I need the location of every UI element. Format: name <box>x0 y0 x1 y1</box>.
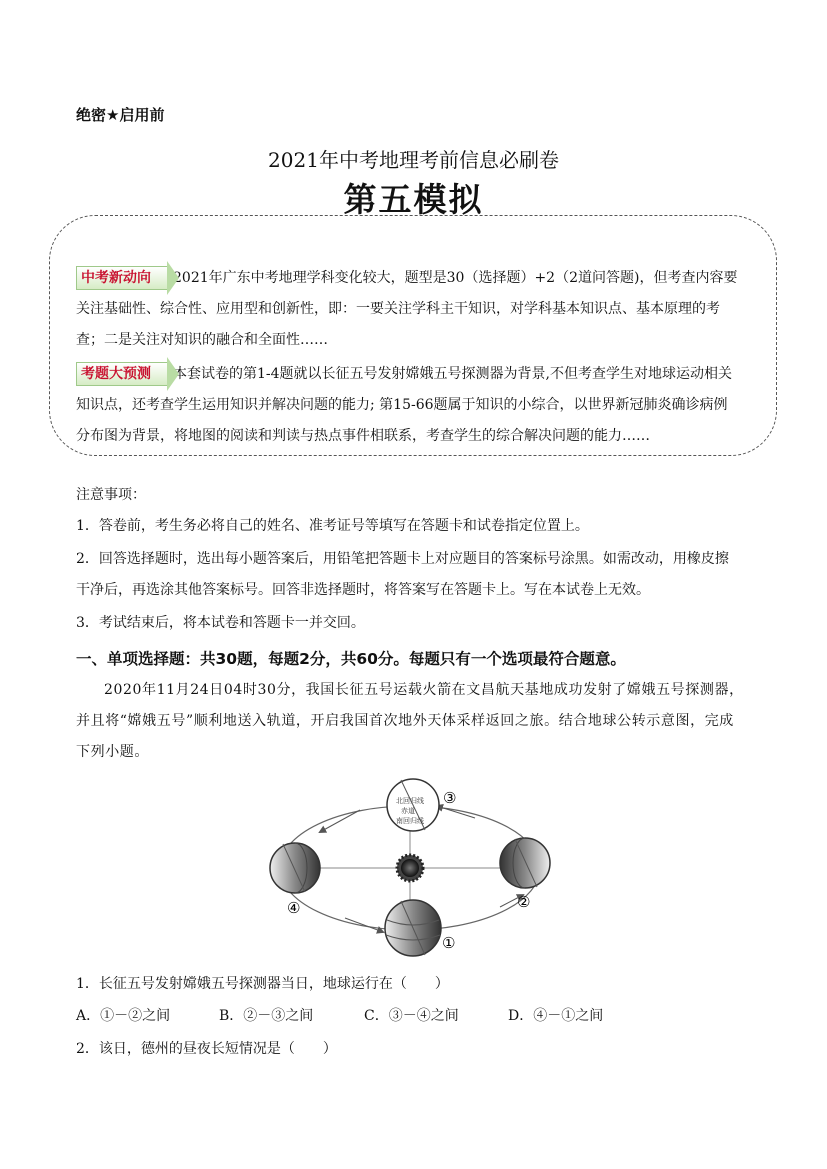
info2-line3: 分布图为背景，将地图的阅读和判读与热点事件相联系，考查学生的综合解决问题的能力…… <box>76 428 650 444</box>
orbit-arrow-top-right <box>437 806 475 818</box>
intro-line3: 下列小题。 <box>76 744 149 760</box>
question-1: 1．长征五号发射嫦娥五号探测器当日，地球运行在（ ） <box>76 976 449 992</box>
info1-line2: 关注基础性、综合性、应用型和创新性，即：一要关注学科主干知识，对学科基本知识点、基本原理的考 <box>76 301 720 317</box>
q1-option-c[interactable]: C．③－④之间 <box>364 1008 459 1024</box>
q1-option-b[interactable]: B．②－③之间 <box>219 1008 314 1024</box>
note-2-line1: 2．回答选择题时，选出每小题答案后，用铅笔把答题卡上对应题目的答案标号涂黑。如需改动，用橡皮擦 <box>76 551 729 567</box>
earth-position-1 <box>385 900 441 956</box>
confidential-label: 绝密★启用前 <box>76 106 165 124</box>
note-2 <box>76 544 756 606</box>
globe-text-3: 南回归线 <box>396 817 424 825</box>
earth-position-4 <box>270 843 320 893</box>
earth-revolution-diagram <box>265 770 565 965</box>
question-2: 2．该日，德州的昼夜长短情况是（ ） <box>76 1041 337 1057</box>
label-1: ① <box>442 934 456 952</box>
info-paragraph-2 <box>76 359 756 452</box>
note-2-line2: 干净后，再选涂其他答案标号。回答非选择题时，将答案写在答题卡上。写在本试卷上无效。 <box>76 582 650 598</box>
label-4: ④ <box>287 899 301 917</box>
exam-subtitle: 第五模拟 <box>343 180 484 219</box>
notes-heading: 注意事项： <box>76 487 146 503</box>
note-1: 1．答卷前，考生务必将自己的姓名、准考证号等填写在答题卡和试卷指定位置上。 <box>76 518 589 534</box>
info2-line2: 知识点，还考查学生运用知识并解决问题的能力; 第15-66题属于知识的小综合，以世界新冠肺炎确诊病例 <box>76 397 728 413</box>
earth-position-3 <box>387 779 439 831</box>
label-3: ③ <box>443 789 457 807</box>
sun-icon <box>397 855 423 881</box>
section-intro <box>76 675 756 768</box>
label-2: ② <box>517 893 531 911</box>
q1-option-d[interactable]: D．④－①之间 <box>508 1008 604 1024</box>
globe-text-2: 赤道 <box>401 807 415 815</box>
q1-option-a[interactable]: A．①－②之间 <box>76 1008 171 1024</box>
section-heading: 一、单项选择题：共30题，每题2分，共60分。每题只有一个选项最符合题意。 <box>76 650 626 668</box>
info-paragraph-1 <box>76 263 756 356</box>
info1-line1: 2021年广东中考地理学科变化较大，题型是30（选择题）+2（2道问答题)，但考查内容要 <box>173 270 738 286</box>
globe-text-1: 北回归线 <box>396 797 424 805</box>
earth-position-2 <box>500 838 550 888</box>
intro-line1: 2020年11月24日04时30分，我国长征五号运载火箭在文昌航天基地成功发射了嫦娥五号探测器， <box>104 682 744 698</box>
tag-exam-trend: 中考新动向 <box>76 266 167 290</box>
intro-line2: 并且将“嫦娥五号”顺利地送入轨道，开启我国首次地外天体采样返回之旅。结合地球公转示意图，完成 <box>76 713 734 729</box>
exam-title: 2021年中考地理考前信息必刷卷 <box>268 148 559 172</box>
note-3: 3．考试结束后，将本试卷和答题卡一并交回。 <box>76 615 365 631</box>
info1-line3: 查；二是关注对知识的融合和全面性…… <box>76 332 328 348</box>
tag-exam-forecast: 考题大预测 <box>76 362 167 386</box>
info2-line1: 本套试卷的第1-4题就以长征五号发射嫦娥五号探测器为背景,不但考查学生对地球运动相关 <box>173 366 732 382</box>
orbit-arrow-bottom-left <box>345 918 383 932</box>
